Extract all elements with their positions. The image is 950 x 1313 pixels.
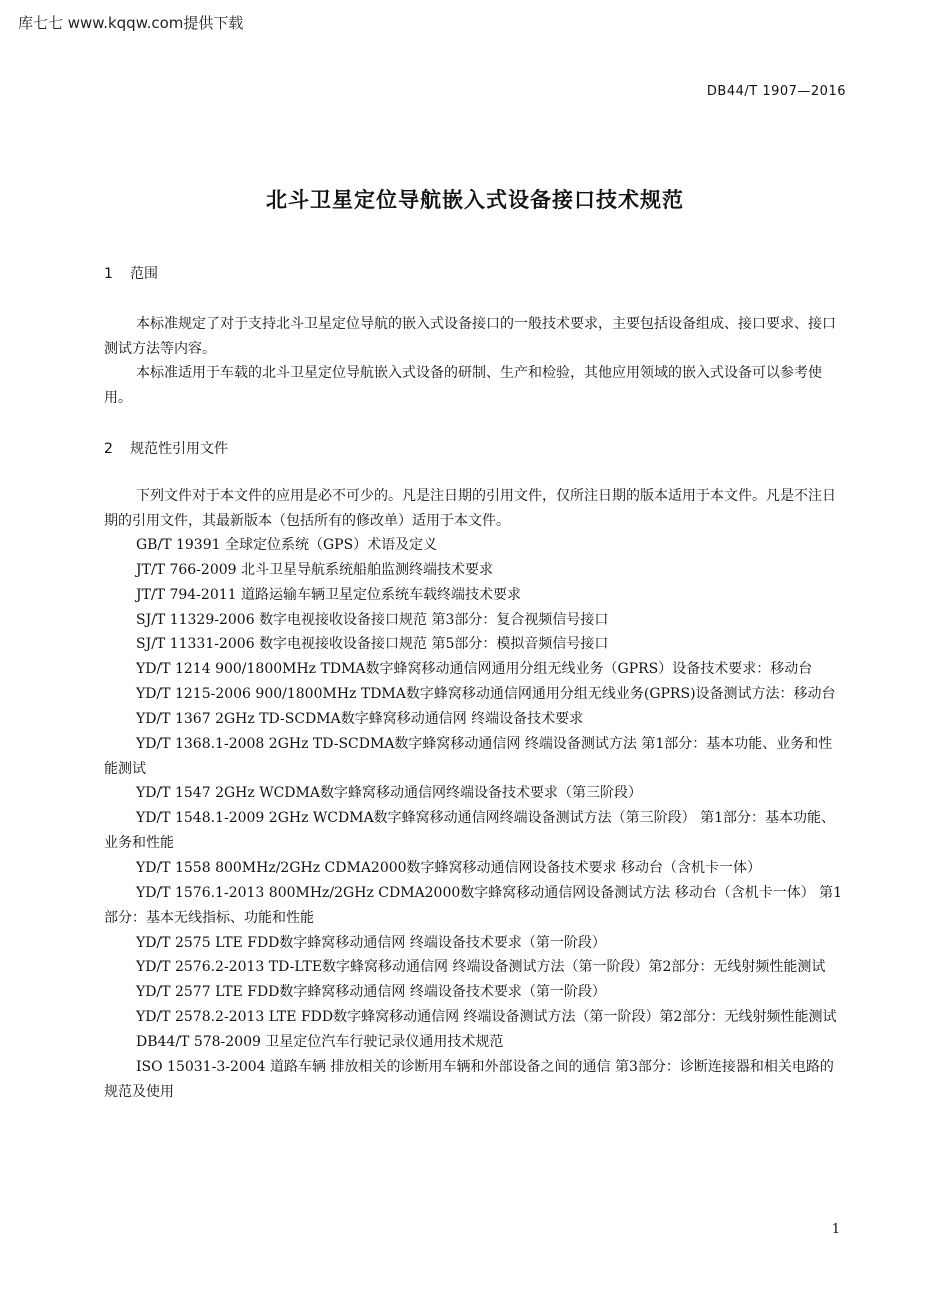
reference-title: 2GHz TD-SCDMA数字蜂窝移动通信网 终端设备技术要求 [215,710,584,727]
reference-title: 数字电视接收设备接口规范 第3部分：复合视频信号接口 [259,611,609,628]
reference-title: 全球定位系统（GPS）术语及定义 [224,537,438,553]
reference-title: 道路车辆 排放相关的诊断用车辆和外部设备之间的通信 第3部分：诊断连接器和相关电路的规范及使用 [104,1058,834,1100]
paragraph: 本标准规定了对于支持北斗卫星定位导航的嵌入式设备接口的一般技术要求，主要包括设备组成、接口要求、接口测试方法等内容。 [104,316,836,357]
section-2-intro [104,484,846,533]
reference-title: TD-LTE数字蜂窝移动通信网 终端设备测试方法（第一阶段）第2部分：无线射频性能测试 [268,959,826,976]
reference-item [104,1005,846,1030]
section-1-body [104,312,846,410]
section-2-heading [104,438,228,458]
reference-title: 800MHz/2GHz CDMA2000数字蜂窝移动通信网设备技术要求 移动台（含机卡一体） [215,859,762,876]
reference-item [104,558,846,583]
reference-item [104,955,846,980]
standard-code: DB44/T 1907—2016 [706,84,846,99]
reference-title: 2GHz TD-SCDMA数字蜂窝移动通信网 终端设备测试方法 第1部分：基本功能、业务和性能测试 [104,735,833,777]
reference-item [104,632,846,657]
reference-title: 北斗卫星导航系统船舶监测终端技术要求 [241,561,493,578]
section-number: 2 [104,441,113,457]
reference-code: GB/T 19391 [136,537,221,553]
reference-code: YD/T 1367 [136,710,211,727]
reference-item [104,583,846,608]
reference-item [104,806,846,856]
reference-item [104,931,846,956]
reference-code: YD/T 1215-2006 [136,686,251,703]
reference-item [104,856,846,881]
reference-title: LTE FDD数字蜂窝移动通信网 终端设备技术要求（第一阶段） [215,934,606,951]
reference-code: YD/T 1214 [136,661,211,678]
section-title: 范围 [130,266,158,282]
reference-code: YD/T 1558 [136,859,211,876]
watermark: 库七七 www.kqqw.com提供下载 [18,14,244,32]
reference-title: 2GHz WCDMA数字蜂窝移动通信网终端设备技术要求（第三阶段） [215,785,642,802]
reference-item [104,707,846,732]
reference-code: YD/T 2577 [136,984,211,1001]
section-1-heading [104,263,158,283]
reference-item [104,608,846,633]
reference-item [104,781,846,806]
reference-code: YD/T 1548.1-2009 [136,810,265,827]
reference-item [104,1055,846,1105]
reference-title: 道路运输车辆卫星定位系统车载终端技术要求 [241,586,521,603]
reference-code: YD/T 2578.2-2013 [136,1009,265,1026]
page-number: 1 [831,1222,840,1237]
reference-code: YD/T 1368.1-2008 [136,735,265,752]
reference-title: 900/1800MHz TDMA数字蜂窝移动通信网通用分组无线业务（GPRS）设备技术要求：移动台 [215,661,813,678]
reference-item [104,980,846,1005]
reference-code: JT/T 794-2011 [136,586,237,603]
reference-item [104,657,846,682]
reference-code: YD/T 1547 [136,785,211,802]
reference-code: YD/T 2575 [136,934,211,951]
reference-title: 卫星定位汽车行驶记录仪通用技术规范 [265,1033,504,1050]
reference-item [104,881,846,931]
reference-code: YD/T 2576.2-2013 [136,959,265,976]
reference-code: SJ/T 11331-2006 [136,636,255,653]
reference-code: DB44/T 578-2009 [136,1033,261,1050]
reference-title: 900/1800MHz TDMA数字蜂窝移动通信网通用分组无线业务(GPRS)设备测试方法：移动台 [255,686,836,703]
reference-item [104,1030,846,1055]
reference-list [104,533,846,1104]
reference-title: LTE FDD数字蜂窝移动通信网 终端设备测试方法（第一阶段）第2部分：无线射频性能测试 [268,1009,837,1026]
reference-item [104,682,846,707]
reference-code: JT/T 766-2009 [136,561,237,578]
section-title: 规范性引用文件 [130,441,228,457]
reference-title: 数字电视接收设备接口规范 第5部分：模拟音频信号接口 [259,636,609,653]
paragraph: 下列文件对于本文件的应用是必不可少的。凡是注日期的引用文件，仅所注日期的版本适用于本文件。凡是不注日期的引用文件，其最新版本（包括所有的修改单）适用于本文件。 [104,488,836,529]
reference-code: SJ/T 11329-2006 [136,611,255,628]
reference-item [104,732,846,782]
reference-title: 800MHz/2GHz CDMA2000数字蜂窝移动通信网设备测试方法 移动台（含机卡一体） 第1部分：基本无线指标、功能和性能 [104,884,843,926]
reference-title: LTE FDD数字蜂窝移动通信网 终端设备技术要求（第一阶段） [215,984,606,1001]
section-number: 1 [104,266,113,282]
document-title: 北斗卫星定位导航嵌入式设备接口技术规范 [266,188,684,212]
reference-item [104,533,846,558]
reference-code: YD/T 1576.1-2013 [136,884,265,901]
reference-code: ISO 15031-3-2004 [136,1058,266,1075]
reference-title: 2GHz WCDMA数字蜂窝移动通信网终端设备测试方法（第三阶段） 第1部分：基本功能、业务和性能 [104,810,836,852]
paragraph: 本标准适用于车载的北斗卫星定位导航嵌入式设备的研制、生产和检验，其他应用领域的嵌入式设备可以参考使用。 [104,365,822,406]
